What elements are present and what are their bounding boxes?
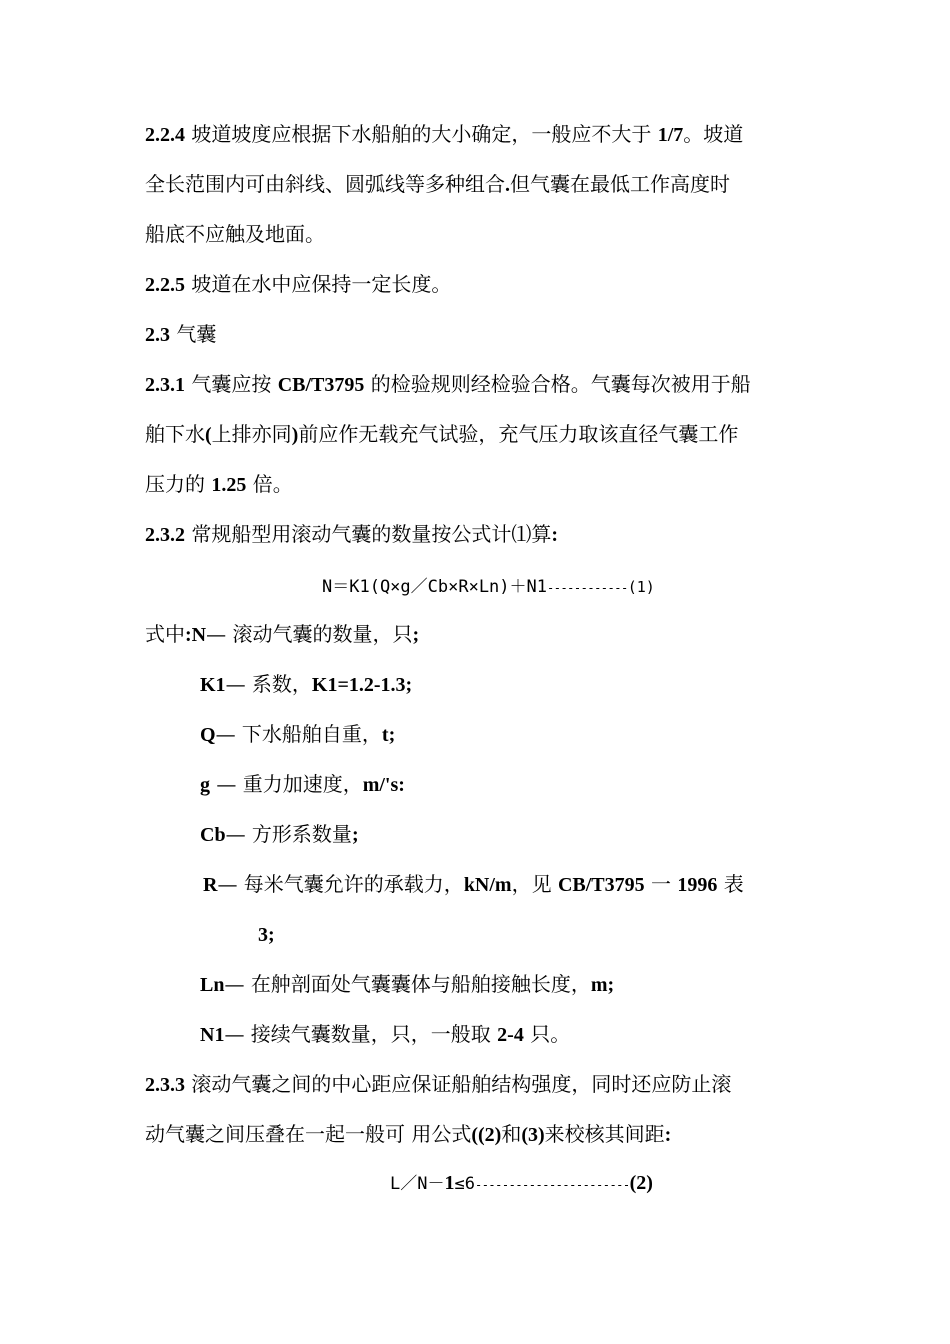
def-ln [200,974,614,995]
section-number: 2.2.5 [145,274,185,296]
value: t; [381,724,396,746]
unit: kN/m [463,874,512,896]
para-2-3-1-line-1 [145,374,751,395]
text: 一 [644,872,678,896]
text: 气囊应按 [185,372,278,396]
text: 坡道在水中应保持一定长度。 [185,272,452,296]
text: ) [291,424,299,446]
symbol: Q [200,724,216,746]
text: — 系数， [225,672,312,696]
formula-number: (1) [627,578,655,596]
heading-2-3 [145,324,216,345]
text: 常规船型用滚动气囊的数量按公式计⑴算 [185,522,552,546]
para-2-2-4-line-1 [145,124,743,145]
formula-ref: (3) [521,1124,545,1146]
symbol: N1 [200,1024,225,1046]
text: 3; [258,924,275,946]
year: 1996 [677,874,718,896]
def-q [200,724,395,745]
text: 。坡道 [683,122,744,146]
text: 表 [717,872,744,896]
def-g [200,774,405,795]
value: m/'s: [362,774,405,796]
para-2-2-4-line-2 [145,174,730,195]
para-2-3-1-line-2 [145,424,738,445]
text: — 重力加速度， [210,772,363,796]
section-number: 2.3.2 [145,524,185,546]
formula-2 [390,1172,653,1193]
text: — 每米气囊允许的承载力， [217,872,464,896]
factor: 1.25 [211,474,247,496]
text: . [505,174,510,196]
text: 滚动气囊之间的中心距应保证船舶结构强度，同时还应防止滚 [185,1072,732,1096]
value: ; [351,824,359,846]
text: 和 [501,1122,522,1146]
symbol: R [203,874,218,896]
def-r [203,874,744,895]
text: 只。 [523,1022,571,1046]
para-2-3-1-line-3 [145,474,293,495]
text: ; [412,624,420,646]
def-n1 [200,1024,570,1045]
text: 上排亦同 [211,422,292,446]
text: 来校核其间距 [544,1122,665,1146]
standard-code: CB/T3795 [557,874,645,896]
text: — 下水船舶自重， [215,722,382,746]
text: — 滚动气囊的数量，只 [206,622,413,646]
section-number: 2.3.3 [145,1074,185,1096]
text: 前应作无载充气试验，充气压力取该直径气囊工作 [298,422,739,446]
text: 全长范围内可由斜线、圆弧线等多种组合 [145,172,505,196]
section-number: 2.3 [145,324,170,346]
value: m; [590,974,615,996]
formula-expression: ≤6 [454,1174,475,1194]
heading-text: 气囊 [170,322,217,346]
def-k1 [200,674,412,695]
text: 但气囊在最低工作高度时 [510,172,730,196]
text: 倍。 [246,472,293,496]
def-cb [200,824,359,845]
symbol: :N [185,624,207,646]
para-2-2-4-line-3 [145,224,325,244]
para-2-3-3-line-2 [145,1124,671,1145]
section-number: 2.3.1 [145,374,185,396]
symbol: K1 [200,674,226,696]
text: 式中 [145,622,185,646]
formula-expression: L／N－ [390,1174,445,1194]
value: K1=1.2-1.3; [311,674,413,696]
text: 动气囊之间压叠在一起一般可 用公式 [145,1122,472,1146]
text: ，见 [511,872,558,896]
text: — 方形系数量 [225,822,352,846]
text: 的检验规则经检验合格。气囊每次被用于船 [364,372,751,396]
formula-1 [322,575,655,596]
where-line [145,624,419,645]
formula-expression: N＝K1(Q×g／Cb×R×Ln)＋N1 [322,577,547,597]
section-number: 2.2.4 [145,124,185,146]
text: 压力的 [145,472,212,496]
text: — 接续气囊数量，只，一般取 [224,1022,498,1046]
text: : [551,524,559,546]
symbol: g [200,774,210,796]
formula-number: (2) [629,1172,653,1194]
para-2-3-3-line-1 [145,1074,731,1095]
symbol: Ln [200,974,225,996]
text: ( [205,424,212,446]
def-r-cont [258,924,275,945]
text: : [664,1124,672,1146]
symbol: Cb [200,824,226,846]
text: 船底不应触及地面。 [145,222,325,246]
standard-code: CB/T3795 [277,374,365,396]
formula-expression: 1 [444,1172,455,1194]
text: 舶下水 [145,422,205,446]
text: 坡道坡度应根据下水船舶的大小确定，一般应不大于 [185,122,658,146]
text: — 在舯剖面处气囊囊体与船舶接触长度， [224,972,591,996]
para-2-3-2 [145,524,558,545]
formula-ref: ((2) [471,1124,502,1146]
leader-dashes: ------------ [547,581,628,595]
leader-dashes: ----------------------- [474,1178,630,1192]
ratio: 1/7 [657,124,684,146]
para-2-2-5 [145,274,451,295]
value: 2-4 [497,1024,524,1046]
